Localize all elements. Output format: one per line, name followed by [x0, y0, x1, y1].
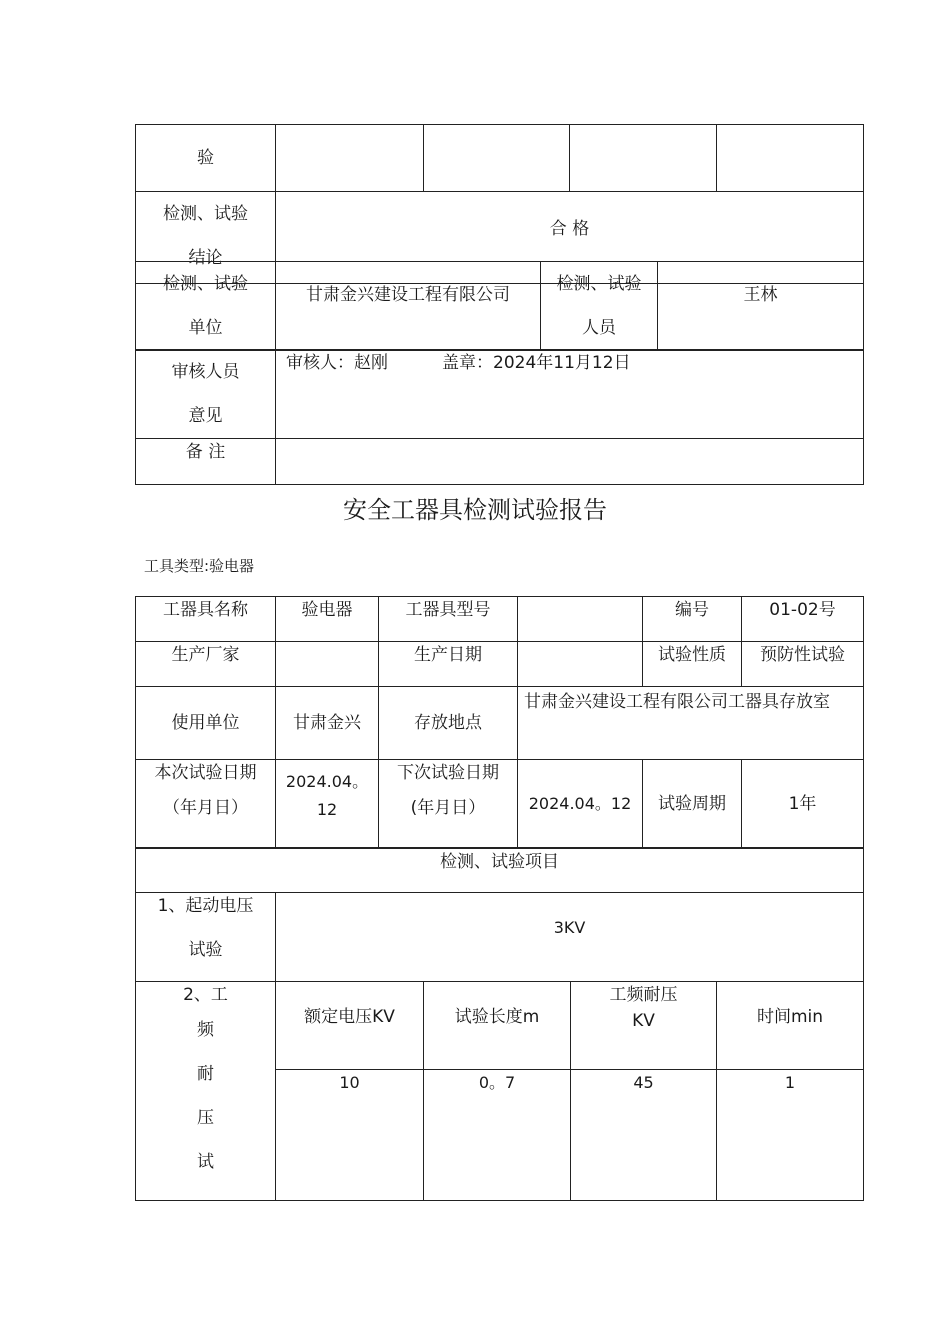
item1-value: 3KV — [276, 893, 864, 982]
user-unit-value: 甘肃金兴 — [276, 687, 379, 760]
personnel-label: 检测、试验 人员 — [541, 262, 658, 351]
remark-label: 备 注 — [136, 439, 276, 485]
rated-voltage-header: 额定电压KV — [276, 982, 424, 1070]
item2-label: 2、工 频 耐 压 试 — [136, 982, 276, 1201]
storage-label: 存放地点 — [379, 687, 518, 760]
maker-value — [276, 642, 379, 687]
test-unit-label: 检测、试验 单位 — [136, 262, 276, 351]
serial-no-label: 编号 — [643, 597, 742, 642]
test-length-value: 0。7 — [424, 1070, 571, 1201]
item1-label: 1、起动电压 试验 — [136, 893, 276, 982]
user-unit-label: 使用单位 — [136, 687, 276, 760]
withstand-voltage-value: 45 — [571, 1070, 717, 1201]
rated-voltage-value: 10 — [276, 1070, 424, 1201]
test-result-table — [135, 124, 864, 284]
storage-value: 甘肃金兴建设工程有限公司工器具存放室 — [518, 687, 864, 760]
tool-model-value — [518, 597, 643, 642]
tool-name-value: 验电器 — [276, 597, 379, 642]
report-title: 安全工器具检测试验报告 — [343, 496, 607, 524]
withstand-voltage-header: 工频耐压KV — [571, 982, 717, 1070]
this-test-date-value: 2024.04。12 — [276, 760, 379, 848]
review-table — [135, 349, 864, 485]
conclusion-label: 检测、试验 结论 — [136, 192, 276, 284]
next-test-date-label: 下次试验日期 (年月日） — [379, 760, 518, 848]
unit-table — [135, 261, 864, 351]
test-nature-label: 试验性质 — [643, 642, 742, 687]
next-test-date-value: 2024.04。12 — [518, 760, 643, 848]
maker-label: 生产厂家 — [136, 642, 276, 687]
production-date-value — [518, 642, 643, 687]
time-header: 时间min — [717, 982, 864, 1070]
test-nature-value: 预防性试验 — [742, 642, 864, 687]
test-length-header: 试验长度m — [424, 982, 571, 1070]
production-date-label: 生产日期 — [379, 642, 518, 687]
test-cycle-label: 试验周期 — [643, 760, 742, 848]
tool-name-label: 工器具名称 — [136, 597, 276, 642]
review-value: 审核人：赵刚 盖章：2024年11月12日 — [276, 350, 864, 439]
row-label-continued: 验 — [136, 125, 276, 192]
review-label: 审核人员 意见 — [136, 350, 276, 439]
serial-no-value: 01-02号 — [742, 597, 864, 642]
time-value: 1 — [717, 1070, 864, 1201]
conclusion-value: 合 格 — [276, 192, 864, 284]
test-cycle-value: 1年 — [742, 760, 864, 848]
remark-value — [276, 439, 864, 485]
personnel-value: 王林 — [658, 262, 864, 351]
tool-info-table — [135, 596, 864, 848]
test-items-table — [135, 848, 864, 1201]
tool-type: 工具类型:验电器 — [144, 557, 255, 575]
test-items-header: 检测、试验项目 — [136, 849, 864, 893]
test-unit-value: 甘肃金兴建设工程有限公司 — [276, 262, 541, 351]
this-test-date-label: 本次试验日期 （年月日） — [136, 760, 276, 848]
tool-model-label: 工器具型号 — [379, 597, 518, 642]
